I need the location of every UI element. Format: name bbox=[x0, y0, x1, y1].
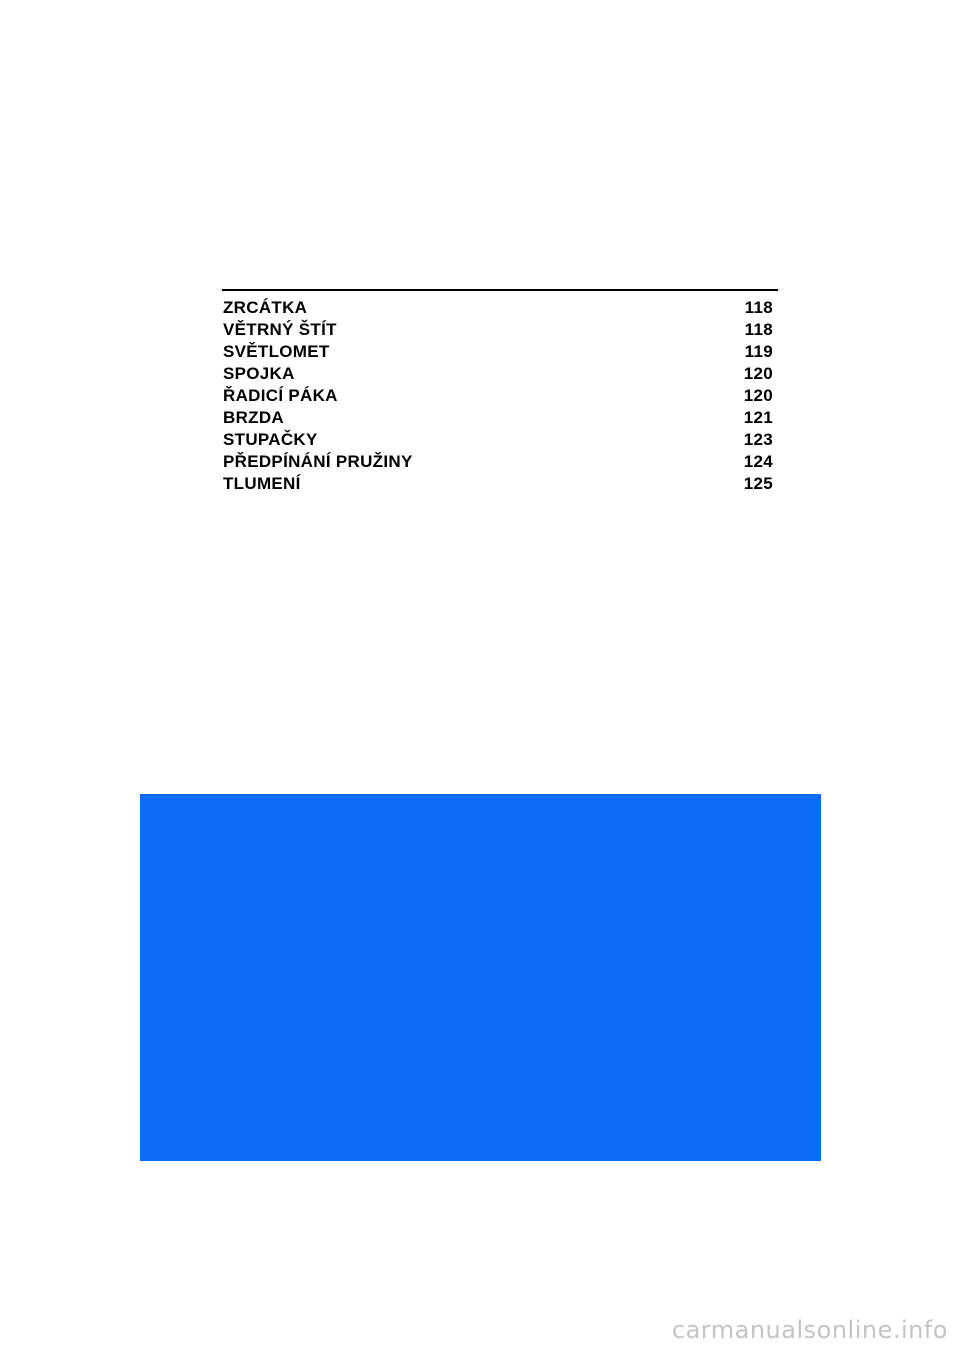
toc-entry-page: 118 bbox=[744, 298, 773, 317]
toc-entry-title: ZRCÁTKA bbox=[223, 298, 308, 317]
toc-entry[interactable] bbox=[222, 407, 778, 429]
toc-entry[interactable] bbox=[222, 473, 778, 495]
toc-entry-title: ŘADICÍ PÁKA bbox=[223, 386, 338, 405]
toc-entry-page: 124 bbox=[743, 452, 773, 471]
toc-entry-page: 120 bbox=[743, 364, 773, 383]
toc-entry-title: TLUMENÍ bbox=[223, 474, 301, 493]
toc-entry-title: BRZDA bbox=[223, 408, 284, 427]
toc-entry[interactable] bbox=[222, 363, 778, 385]
toc-entry-title: VĚTRNÝ ŠTÍT bbox=[223, 320, 337, 339]
toc-entry-page: 119 bbox=[744, 342, 773, 361]
toc-entry-title: STUPAČKY bbox=[223, 430, 318, 449]
toc-entry[interactable] bbox=[222, 451, 778, 473]
toc-entry-title: SVĚTLOMET bbox=[223, 342, 330, 361]
toc-entry[interactable] bbox=[222, 297, 778, 319]
toc-entry[interactable] bbox=[222, 319, 778, 341]
toc-entry-title: PŘEDPÍNÁNÍ PRUŽINY bbox=[223, 452, 413, 471]
toc-entry[interactable] bbox=[222, 429, 778, 451]
toc-entry-title: SPOJKA bbox=[223, 364, 295, 383]
table-of-contents bbox=[222, 289, 778, 495]
toc-entry-page: 118 bbox=[744, 320, 773, 339]
toc-entry-page: 123 bbox=[743, 430, 773, 449]
toc-entry[interactable] bbox=[222, 385, 778, 407]
blue-color-block bbox=[140, 794, 821, 1161]
watermark: carmanualsonline.info bbox=[671, 1316, 948, 1344]
toc-entry-page: 120 bbox=[743, 386, 773, 405]
toc-entry-page: 125 bbox=[743, 474, 773, 493]
toc-entry-page: 121 bbox=[743, 408, 773, 427]
toc-entry[interactable] bbox=[222, 341, 778, 363]
